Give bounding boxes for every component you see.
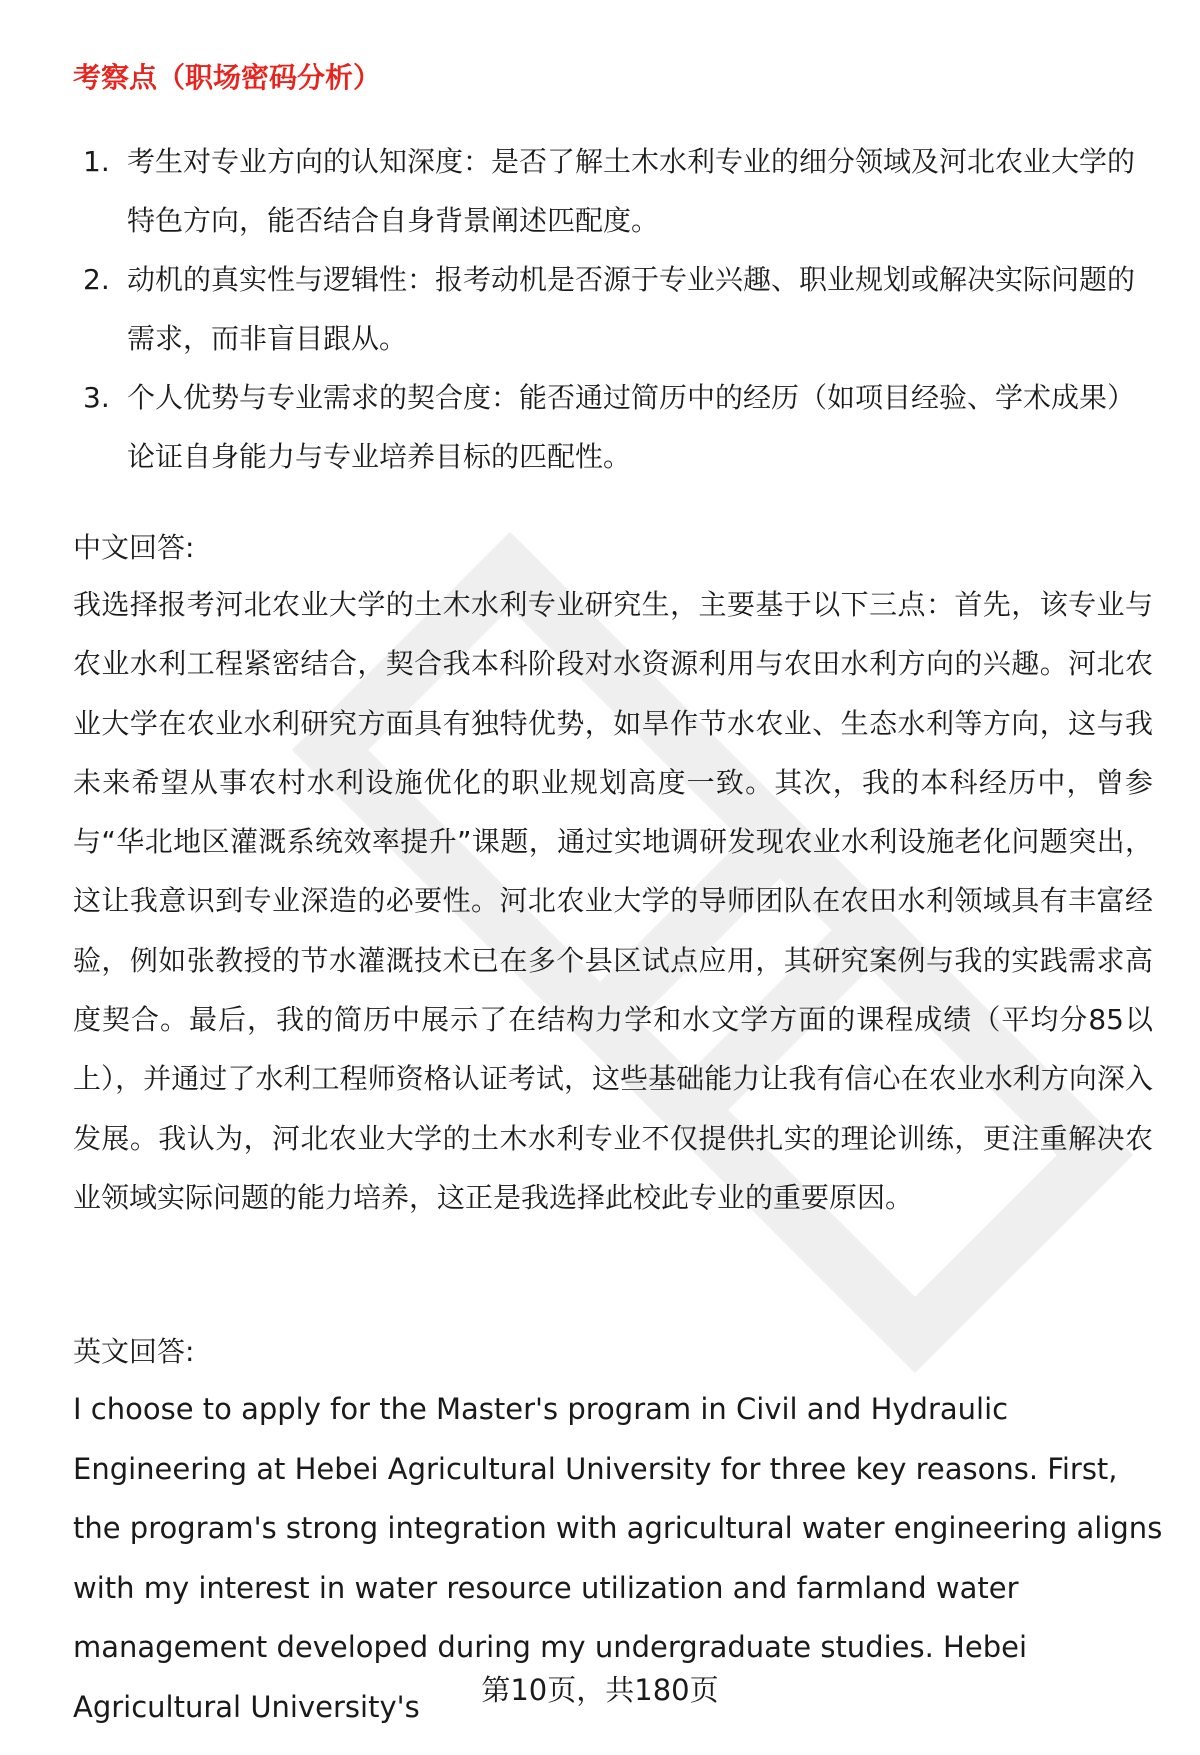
chinese-answer-text: 我选择报考河北农业大学的土木水利专业研究生，主要基于以下三点：首先，该专业与农业水利工程紧密结合，契合我本科阶段对水资源利用与农田水利方向的兴趣。河北农业大学在农业水利研究方面具有独特优势，如旱作节水农业、生态水利等方向，这与我未来希望从事农村水利设施优化的职业规划高度一致。其次，我的本科经历中，曾参与“华北地区灌溉系统效率提升”课题，通过实地调研发现农业水利设施老化问题突出，这让我意识到专业深造的必要性。河北农业大学的导师团队在农田水利领域具有丰富经验，例如张教授的节水灌溉技术已在多个县区试点应用，其研究案例与我的实践需求高度契合。最后，我的简历中展示了在结构力学和水文学方面的课程成绩（平均分85以上），并通过了水利工程师资格认证考试，这些基础能力让我有信心在农业水利方向深入发展。我认为，河北农业大学的土木水利专业不仅提供扎实的理论训练，更注重解决农业领域实际问题的能力培养，这正是我选择此校此专业的重要原因。 xyxy=(73,588,1153,1214)
section-heading: 考察点（职场密码分析） xyxy=(73,61,382,94)
list-item xyxy=(73,250,1143,368)
list-item-text: 动机的真实性与逻辑性：报考动机是否源于专业兴趣、职业规划或解决实际问题的需求，而非盲目跟从。 xyxy=(127,263,1136,355)
chinese-answer-label: 中文回答: xyxy=(73,531,195,564)
list-item-number: 3. xyxy=(83,381,110,414)
assessment-points-list xyxy=(73,132,1143,486)
list-item xyxy=(73,368,1143,486)
english-answer-text: I choose to apply for the Master's program in Civil and Hydraulic Engineering at Hebei Agricultural University for three key reasons. First, the program's strong integration with agricultural water engineering aligns with my interest in water resource utilization and farmland water management developed during my undergraduate studies. Hebei Agricultural University's xyxy=(73,1392,1163,1724)
english-answer-label: 英文回答: xyxy=(73,1335,195,1368)
list-item xyxy=(73,132,1143,250)
list-item-text: 考生对专业方向的认知深度：是否了解土木水利专业的细分领域及河北农业大学的特色方向，能否结合自身背景阐述匹配度。 xyxy=(127,145,1136,237)
list-item-number: 2. xyxy=(83,263,110,296)
page-number-footer: 第10页，共180页 xyxy=(481,1673,719,1707)
list-item-text: 个人优势与专业需求的契合度：能否通过简历中的经历（如项目经验、学术成果）论证自身能力与专业培养目标的匹配性。 xyxy=(127,381,1136,473)
list-item-number: 1. xyxy=(83,145,110,178)
